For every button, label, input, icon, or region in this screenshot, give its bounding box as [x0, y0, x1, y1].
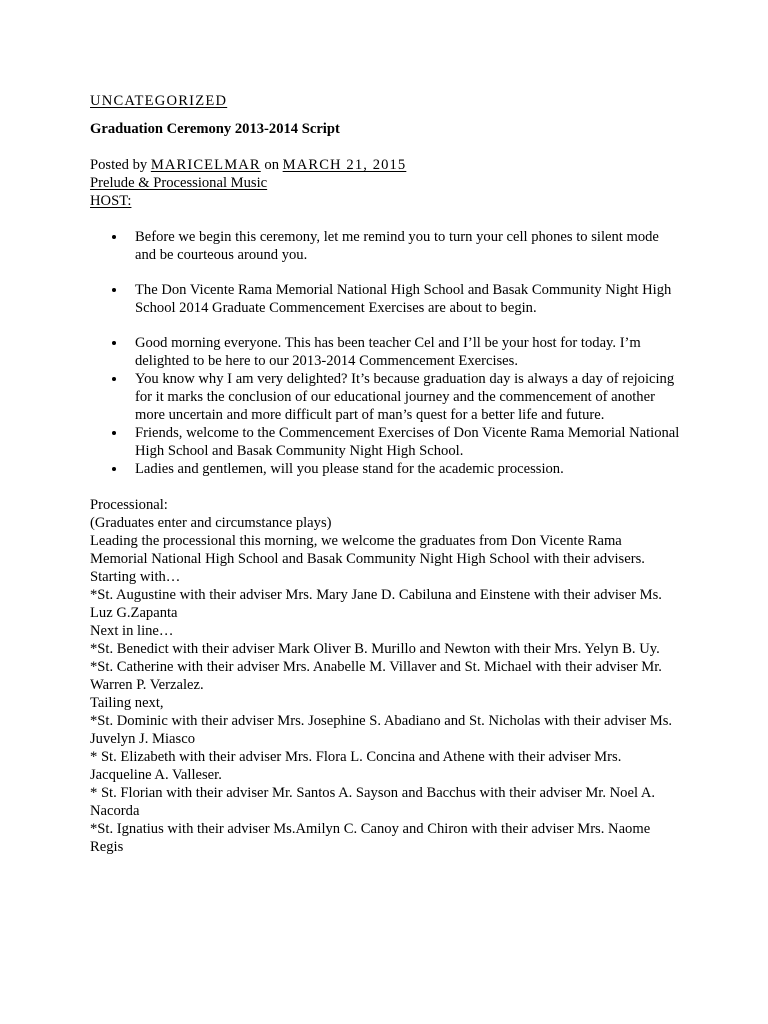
author-link[interactable]: MARICELMAR: [150, 157, 261, 173]
post-title: Graduation Ceremony 2013-2014 Script: [90, 121, 340, 137]
host-heading: HOST:: [90, 193, 132, 209]
on-label: on: [264, 157, 279, 173]
processional-section: [90, 496, 680, 856]
list-item-text: Before we begin this ceremony, let me remind you to turn your cell phones to silent mode and be courteous around you.: [135, 229, 659, 263]
processional-line: *St. Catherine with their adviser Mrs. Anabelle M. Villaver and St. Michael with their adviser Mr. Warren P. Verzalez.: [90, 659, 662, 693]
list-item-text: You know why I am very delighted? It’s because graduation day is always a day of rejoicing for it marks the conclusion of our educational journey and the commencement of another more uncertain and more difficult part of man’s quest for a better life and future.: [135, 371, 675, 423]
list-item: [90, 281, 680, 317]
list-item: [90, 228, 680, 264]
processional-starting: Starting with…: [90, 569, 181, 585]
bullet-icon: [112, 341, 116, 345]
category-link[interactable]: UNCATEGORIZED: [90, 93, 228, 109]
processional-line: * St. Elizabeth with their adviser Mrs. Flora L. Concina and Athene with their adviser Mrs. Jacqueline A. Valleser.: [90, 749, 622, 783]
processional-heading: Processional:: [90, 497, 168, 513]
bullet-icon: [112, 235, 116, 239]
bullet-icon: [112, 288, 116, 292]
host-bullet-list: [90, 228, 680, 478]
processional-line: *St. Benedict with their adviser Mark Oliver B. Murillo and Newton with their Mrs. Yelyn B. Uy.: [90, 641, 660, 657]
bullet-icon: [112, 467, 116, 471]
processional-line: *St. Augustine with their adviser Mrs. Mary Jane D. Cabiluna and Einstene with their adviser Ms. Luz G.Zapanta: [90, 587, 662, 621]
list-item: [90, 460, 680, 478]
processional-intro: Leading the processional this morning, we welcome the graduates from Don Vicente Rama Memorial National High School and Basak Community Night High School with their advisers.: [90, 533, 645, 567]
list-item: [90, 370, 680, 424]
list-item-text: Ladies and gentlemen, will you please stand for the academic procession.: [135, 461, 564, 477]
list-item-text: Good morning everyone. This has been teacher Cel and I’ll be your host for today. I’m delighted to be here to our 2013-2014 Commencement Exercises.: [135, 335, 641, 369]
list-item: [90, 424, 680, 460]
processional-line: * St. Florian with their adviser Mr. Santos A. Sayson and Bacchus with their adviser Mr. Noel A. Nacorda: [90, 785, 656, 819]
processional-next: Next in line…: [90, 623, 174, 639]
processional-line: *St. Ignatius with their adviser Ms.Amilyn C. Canoy and Chiron with their adviser Mrs. Naome Regis: [90, 821, 651, 855]
processional-tailing: Tailing next,: [90, 695, 164, 711]
date-link[interactable]: MARCH 21, 2015: [282, 157, 407, 173]
list-item-text: Friends, welcome to the Commencement Exercises of Don Vicente Rama Memorial National High School and Basak Community Night High School.: [135, 425, 680, 459]
processional-line: *St. Dominic with their adviser Mrs. Josephine S. Abadiano and St. Nicholas with their adviser Ms. Juvelyn J. Miasco: [90, 713, 673, 747]
post-meta: [90, 156, 680, 174]
post-content: [90, 92, 680, 856]
posted-by-label: Posted by: [90, 157, 148, 173]
processional-cue: (Graduates enter and circumstance plays): [90, 515, 332, 531]
prelude-heading: Prelude & Processional Music: [90, 175, 268, 191]
bullet-icon: [112, 377, 116, 381]
bullet-icon: [112, 431, 116, 435]
list-item-text: The Don Vicente Rama Memorial National High School and Basak Community Night High School 2014 Graduate Commencement Exercises are about to begin.: [135, 282, 672, 316]
list-item: [90, 334, 680, 370]
